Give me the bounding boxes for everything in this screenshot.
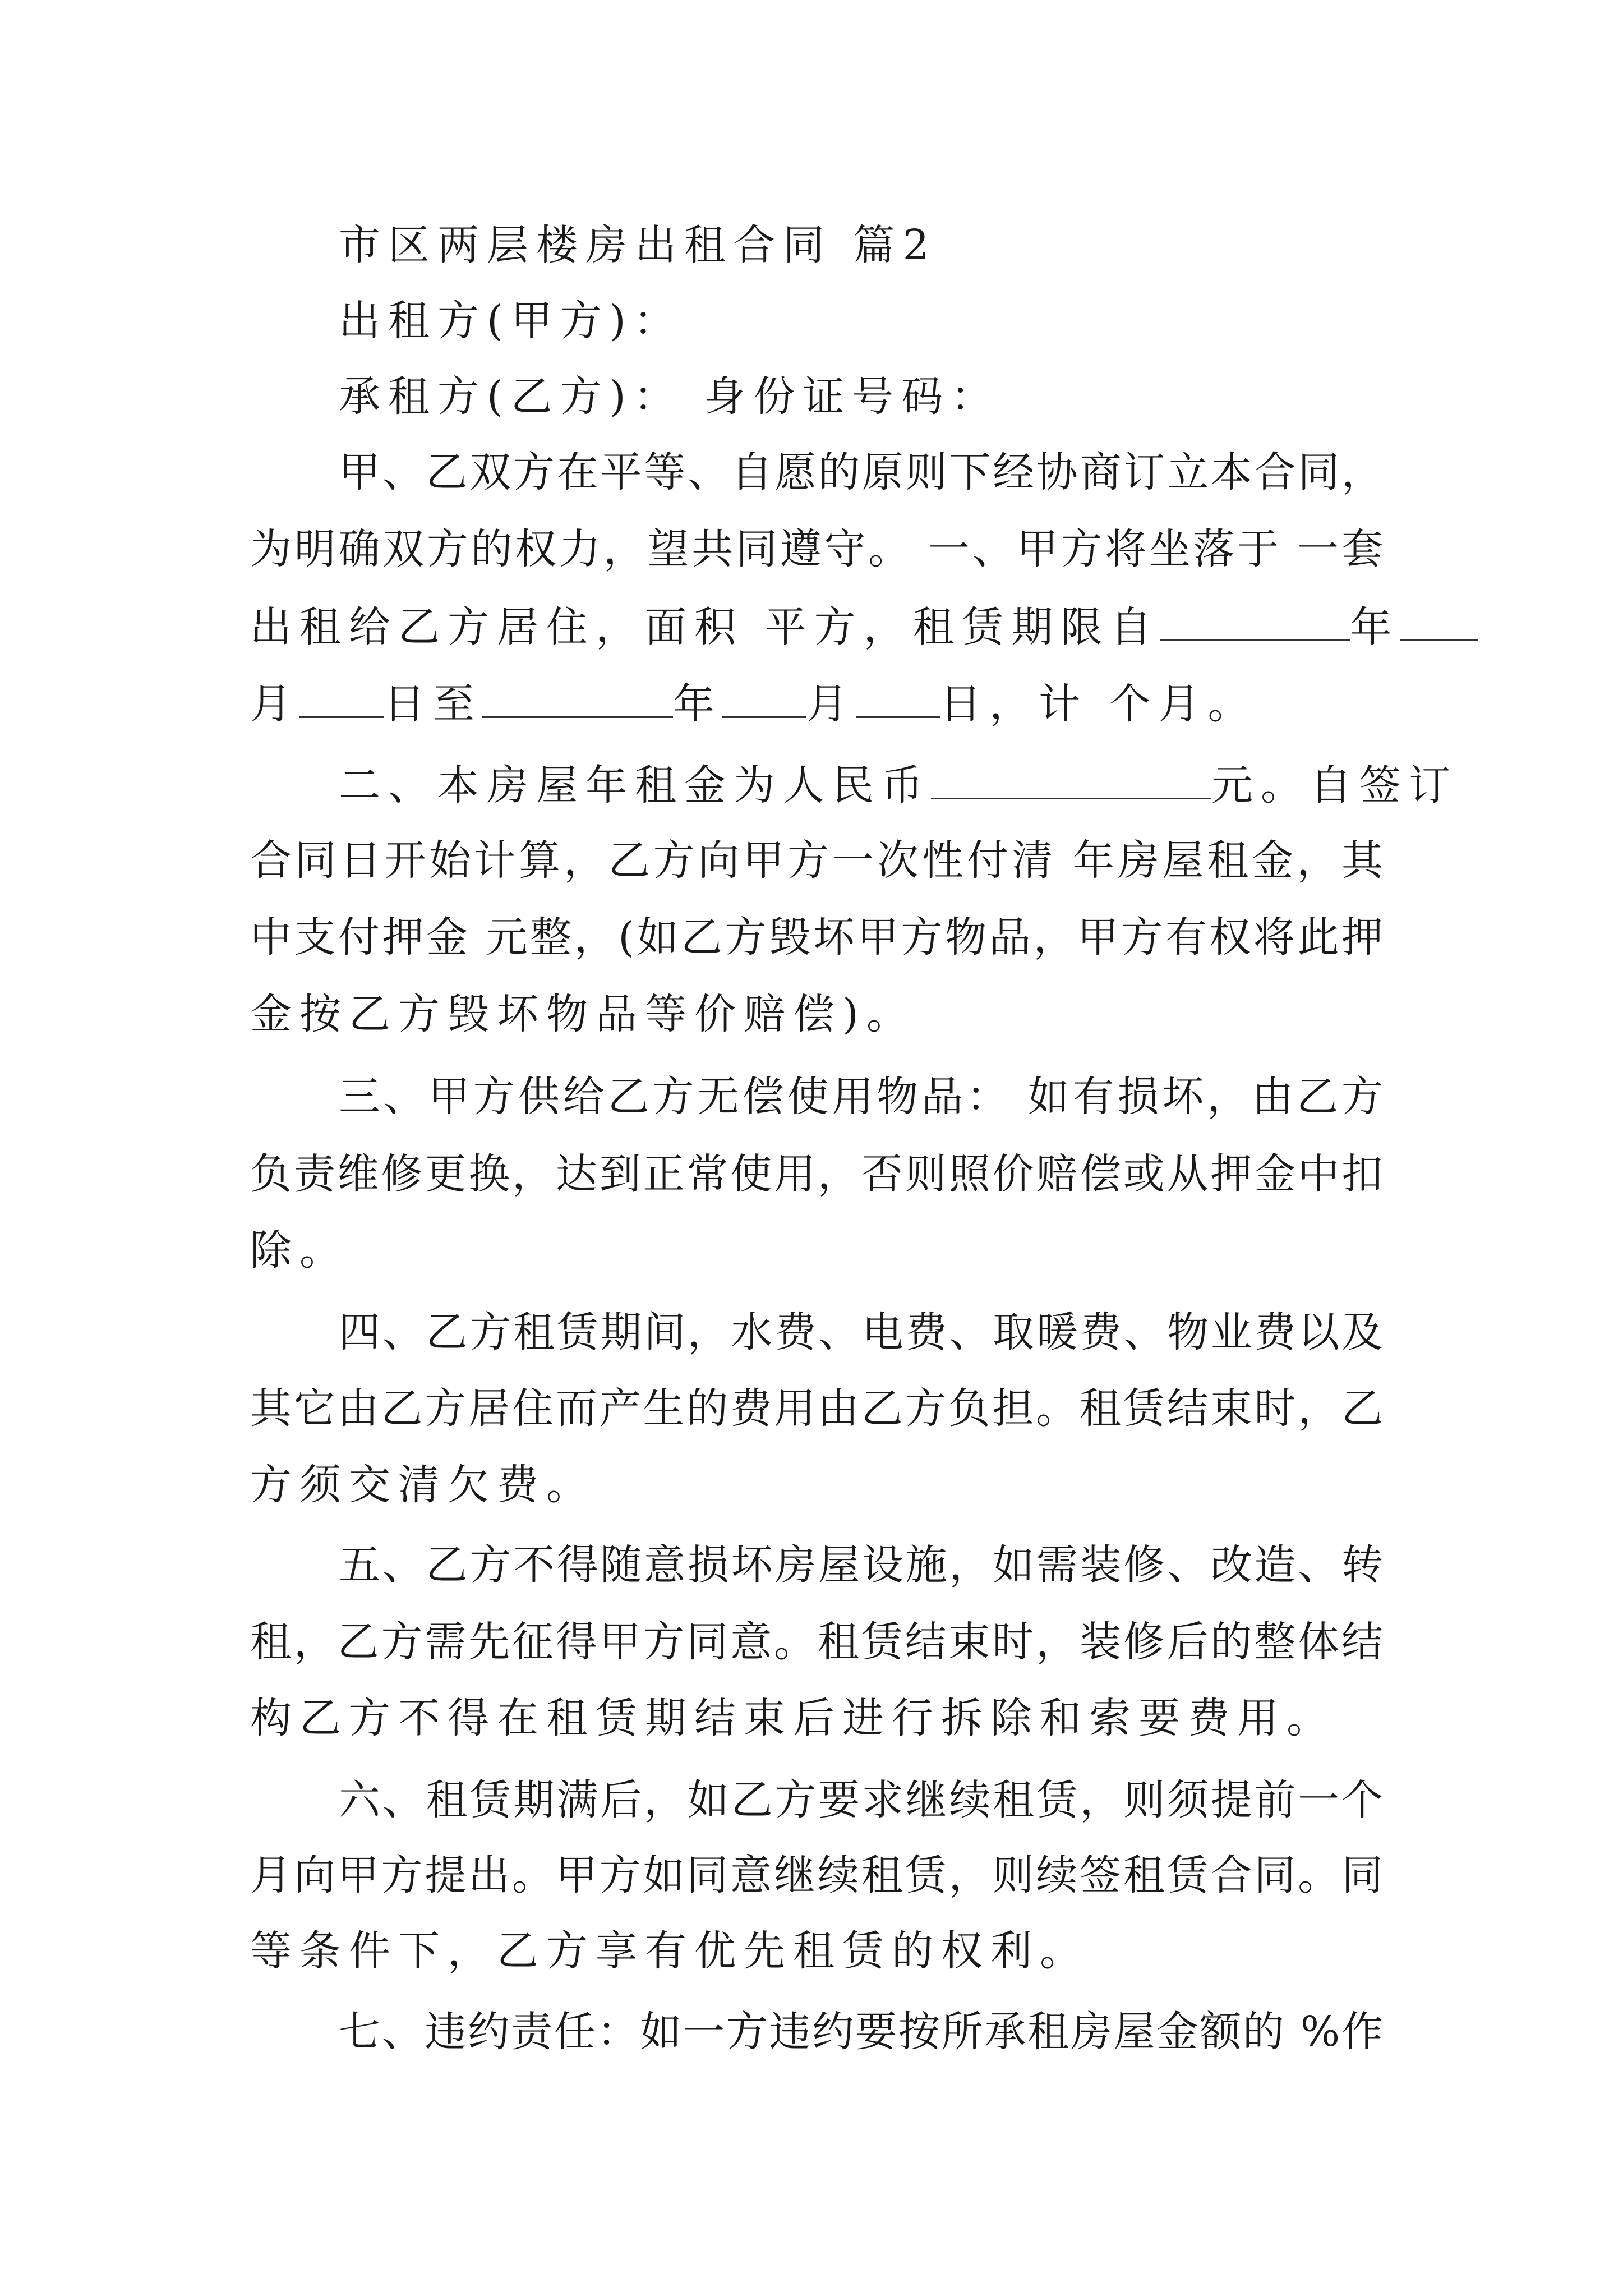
clause-4-line-1: 四、乙方租赁期间，水费、电费、取暖费、物业费以及 <box>339 1308 1383 1356</box>
clause-4-line-2: 其它由乙方居住而产生的费用由乙方负担。租赁结束时，乙 <box>250 1384 1383 1433</box>
blank-day-end <box>856 683 940 718</box>
clause-3-line-1: 三、甲方供给乙方无偿使用物品： 如有损坏，由乙方 <box>339 1073 1383 1121</box>
rent-label: 二、本房屋年租金为人民币 <box>339 761 931 809</box>
clause-5-line-1: 五、乙方不得随意损坏房屋设施，如需装修、改造、转 <box>339 1541 1383 1589</box>
day-to-label: 日至 <box>384 680 482 728</box>
lessor-line: 出租方(甲方)： <box>339 297 683 345</box>
clause-3-line-3: 除。 <box>250 1226 349 1274</box>
clause-6-line-1: 六、租赁期满后，如乙方要求继续租赁，则须提前一个 <box>339 1776 1383 1824</box>
intro-line-3 <box>250 603 1400 651</box>
blank-rent-amount <box>931 764 1211 799</box>
blank-month-start <box>1400 606 1478 641</box>
intro-line-2: 为明确双方的权力，望共同遵守。 一、甲方将坐落于 一套 <box>250 525 1383 573</box>
blank-year-start <box>1160 606 1350 641</box>
clause-2-line-1 <box>339 761 1458 809</box>
clause-3-line-2: 负责维修更换，达到正常使用，否则照价赔偿或从押金中扣 <box>250 1150 1383 1198</box>
intro-line-4 <box>250 680 1383 728</box>
blank-day-start <box>299 683 384 718</box>
month-end-label: 月 <box>806 680 856 728</box>
clause-2-line-2: 合同日开始计算，乙方向甲方一次性付清 年房屋租金，其 <box>250 836 1383 885</box>
intro-line-3-text: 出租给乙方居住，面积 平方，租赁期限自 <box>250 603 1160 651</box>
year-label: 年 <box>1350 603 1400 651</box>
intro-line-4-end: 日，计 个月。 <box>940 680 1257 728</box>
clause-2-line-3: 中支付押金 元整，(如乙方毁坏甲方物品，甲方有权将此押 <box>250 913 1383 961</box>
intro-line-1: 甲、乙双方在平等、自愿的原则下经协商订立本合同， <box>339 448 1383 496</box>
clause-6-line-3: 等条件下，乙方享有优先租赁的权利。 <box>250 1927 1089 1975</box>
clause-6-line-2: 月向甲方提出。甲方如同意继续租赁，则续签租赁合同。同 <box>250 1851 1383 1899</box>
clause-5-line-3: 构乙方不得在租赁期结束后进行拆除和索要费用。 <box>250 1694 1336 1742</box>
blank-year-end <box>482 683 673 718</box>
blank-month-end <box>722 683 806 718</box>
clause-5-line-2: 租，乙方需先征得甲方同意。租赁结束时，装修后的整体结 <box>250 1618 1383 1666</box>
rent-unit: 元。自签订 <box>1211 761 1458 809</box>
document-title: 市区两层楼房出租合同 篇2 <box>339 221 937 269</box>
clause-2-line-4: 金按乙方毁坏物品等价赔偿)。 <box>250 990 916 1038</box>
month-label: 月 <box>250 680 299 728</box>
lessee-line: 承租方(乙方)： 身份证号码： <box>339 372 1000 421</box>
year-end-label: 年 <box>673 680 722 728</box>
clause-4-line-3: 方须交清欠费。 <box>250 1461 596 1509</box>
clause-7-line-1: 七、违约责任：如一方违约要按所承租房屋金额的 %作 <box>339 2008 1383 2056</box>
